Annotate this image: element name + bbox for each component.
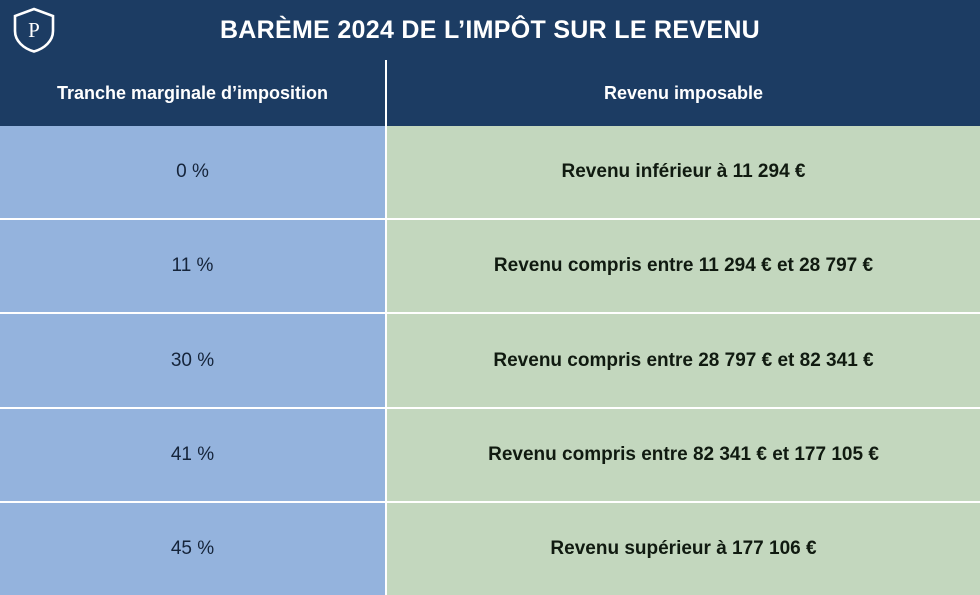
table-row [0, 220, 980, 314]
table-body [0, 126, 980, 595]
cell-rate: 41 % [0, 409, 387, 501]
cell-income: Revenu compris entre 28 797 € et 82 341 € [387, 314, 980, 406]
table-header-row [0, 60, 980, 126]
shield-p-logo-icon [10, 6, 58, 54]
table-row [0, 503, 980, 595]
page-title: BARÈME 2024 DE L’IMPÔT SUR LE REVENU [219, 15, 761, 44]
cell-income: Revenu inférieur à 11 294 € [387, 126, 980, 218]
column-header-income: Revenu imposable [387, 60, 980, 126]
table-row [0, 126, 980, 220]
cell-rate: 0 % [0, 126, 387, 218]
svg-text:P: P [28, 18, 40, 42]
column-header-rate: Tranche marginale d’imposition [0, 60, 387, 126]
cell-rate: 11 % [0, 220, 387, 312]
cell-income: Revenu compris entre 82 341 € et 177 105 € [387, 409, 980, 501]
cell-income: Revenu compris entre 11 294 € et 28 797 € [387, 220, 980, 312]
cell-income: Revenu supérieur à 177 106 € [387, 503, 980, 595]
cell-rate: 30 % [0, 314, 387, 406]
table-row [0, 409, 980, 503]
cell-rate: 45 % [0, 503, 387, 595]
title-bar [0, 0, 980, 60]
table-row [0, 314, 980, 408]
